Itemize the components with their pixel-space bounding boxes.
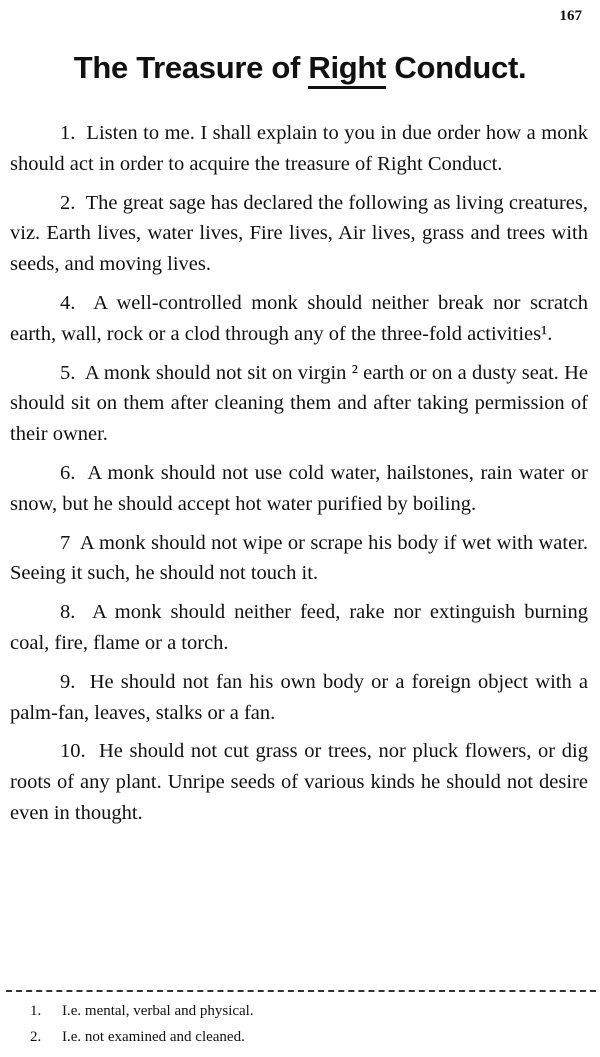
paragraph-7 [10,528,588,590]
footnote-text: I.e. not examined and cleaned. [62,1029,245,1045]
paragraph-text: A monk should not sit on virgin ² earth or on a dusty seat. He should sit on them after cleaning them and after taking permission of their owner. [10,361,588,446]
paragraph-number: 1. [60,122,76,144]
paragraph-number: 6. [60,461,76,484]
page-number: 167 [559,8,582,24]
paragraph-9 [10,667,588,729]
footnotes [30,998,590,1050]
paragraph-text: A monk should neither feed, rake nor extinguish burning coal, fire, flame or a torch. [10,601,588,654]
paragraph-text: He should not cut grass or trees, nor pluck flowers, or dig roots of any plant. Unripe seeds of various kinds he should not desire even in thought. [10,740,588,824]
paragraph-10 [10,736,588,828]
paragraph-number: 5. [60,361,76,384]
paragraph-number: 7 [60,531,71,554]
page-title [0,50,600,86]
paragraph-number: 2. [60,191,76,214]
paragraph-2 [10,188,588,280]
paragraph-8 [10,597,588,659]
footnote-1 [30,998,590,1024]
footnote-text: I.e. mental, verbal and physical. [62,1003,254,1019]
title-start: The Treasure of [73,50,309,85]
paragraph-text: Listen to me. I shall explain to you in due order how a monk should act in order to acquire the treasure of Right Conduct. [10,122,588,175]
paragraph-text: He should not fan his own body or a foreign object with a palm-fan, leaves, stalks or a fan. [10,670,589,724]
footnote-number: 2. [30,1029,42,1045]
paragraph-6 [10,458,588,520]
footnote-number: 1. [30,1003,42,1019]
paragraph-text: A well-controlled monk should neither break nor scratch earth, wall, rock or a clod through any of the three-fold activities¹. [10,291,588,345]
paragraph-text: A monk should not wipe or scrape his body if wet with water. Seeing it such, he should not touch it. [10,531,588,585]
paragraph-text: The great sage has declared the following as living creatures, viz. Earth lives, water lives, Fire lives, Air lives, grass and trees with seeds, and moving lives. [10,191,588,276]
title-underlined-word: Right [308,50,386,89]
footnote-divider [6,990,596,992]
body-text [10,118,588,837]
paragraph-text: A monk should not use cold water, hailstones, rain water or snow, but he should accept hot water purified by boiling. [10,461,588,515]
paragraph-number: 8. [60,601,76,624]
footnote-2 [30,1024,590,1050]
title-end: Conduct. [386,50,527,85]
paragraph-5 [10,358,588,450]
paragraph-4 [10,288,588,350]
paragraph-1 [10,118,588,180]
paragraph-number: 10. [60,740,86,763]
paragraph-number: 9. [60,670,76,693]
paragraph-number: 4. [60,291,76,314]
